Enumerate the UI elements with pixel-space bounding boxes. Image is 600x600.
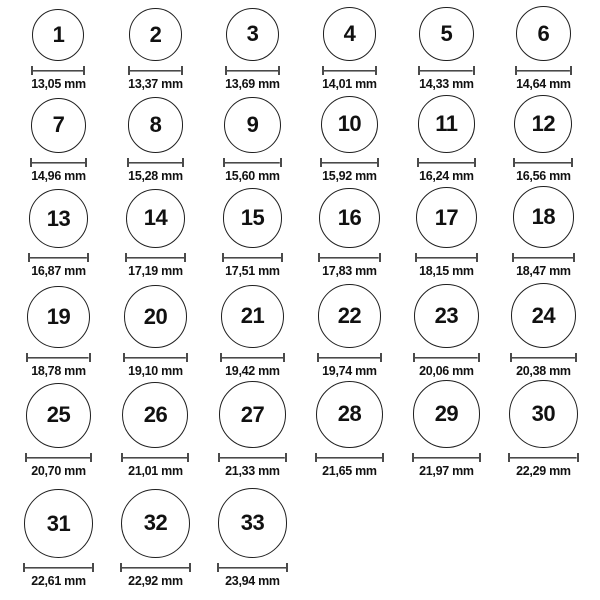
ring-size-item [10, 284, 107, 384]
ring-size-item [107, 284, 204, 384]
diameter-measure-line [417, 158, 477, 167]
diameter-label: 14,64 mm [516, 77, 571, 91]
ring-size-number: 27 [240, 401, 265, 427]
ring-size-item [10, 189, 107, 284]
ring-circle [418, 95, 476, 153]
ring-size-number: 7 [52, 112, 65, 138]
ring-circle [414, 284, 478, 348]
ring-size-number: 10 [337, 111, 362, 137]
ring-circle [26, 383, 91, 448]
diameter-label: 22,29 mm [516, 464, 571, 478]
ring-size-row [10, 484, 592, 594]
ring-size-item [204, 4, 301, 97]
ring-size-item [10, 384, 107, 484]
ring-size-number: 25 [46, 402, 71, 428]
diameter-measure-line [220, 353, 285, 362]
diameter-measure-line [125, 253, 186, 262]
ring-circle [318, 284, 382, 348]
diameter-measure-line [318, 253, 380, 262]
diameter-label: 19,42 mm [225, 364, 280, 378]
diameter-label: 13,37 mm [128, 77, 183, 91]
ring-size-number: 29 [434, 401, 459, 427]
ring-size-number: 1 [52, 22, 65, 47]
ring-circle [516, 6, 571, 61]
diameter-measure-line [218, 453, 287, 462]
diameter-label: 17,19 mm [128, 264, 183, 278]
diameter-label: 14,01 mm [322, 77, 377, 91]
ring-size-item [495, 284, 592, 384]
ring-size-number: 9 [246, 111, 259, 137]
diameter-label: 19,10 mm [128, 364, 183, 378]
ring-size-item [107, 484, 204, 594]
ring-size-number: 33 [240, 510, 265, 536]
ring-circle [316, 381, 383, 448]
ring-circle [27, 286, 89, 348]
ring-circle [416, 187, 477, 248]
diameter-label: 13,69 mm [225, 77, 280, 91]
diameter-label: 19,74 mm [322, 364, 377, 378]
diameter-measure-line [413, 353, 479, 362]
diameter-label: 14,33 mm [419, 77, 474, 91]
diameter-measure-line [225, 66, 280, 75]
ring-size-number: 16 [337, 204, 362, 230]
diameter-label: 14,96 mm [31, 169, 86, 183]
diameter-label: 13,05 mm [31, 77, 86, 91]
ring-circle [221, 285, 284, 348]
ring-size-number: 22 [337, 303, 362, 329]
ring-size-row [10, 189, 592, 284]
ring-size-item [204, 384, 301, 484]
ring-size-item [301, 384, 398, 484]
diameter-measure-line [512, 253, 576, 262]
diameter-label: 20,70 mm [31, 464, 86, 478]
diameter-measure-line [128, 66, 183, 75]
diameter-label: 23,94 mm [225, 574, 280, 588]
ring-size-item [10, 484, 107, 594]
ring-size-number: 31 [46, 510, 71, 536]
ring-size-item [398, 97, 495, 189]
ring-circle [321, 96, 378, 153]
diameter-label: 21,01 mm [128, 464, 183, 478]
diameter-label: 16,87 mm [31, 264, 86, 278]
ring-size-item [398, 189, 495, 284]
diameter-label: 17,51 mm [225, 264, 280, 278]
diameter-label: 15,92 mm [322, 169, 377, 183]
ring-size-item [107, 384, 204, 484]
ring-size-number: 12 [531, 110, 556, 136]
ring-circle [511, 283, 576, 348]
ring-circle [513, 186, 575, 248]
ring-size-row [10, 284, 592, 384]
ring-size-number: 24 [531, 302, 556, 328]
ring-circle [121, 489, 190, 558]
ring-circle [128, 97, 184, 153]
ring-size-item [204, 284, 301, 384]
ring-size-number: 14 [143, 205, 168, 231]
ring-size-number: 17 [434, 204, 459, 230]
ring-circle [124, 285, 187, 348]
diameter-measure-line [31, 66, 85, 75]
diameter-label: 18,47 mm [516, 264, 571, 278]
ring-size-number: 4 [343, 21, 356, 47]
diameter-label: 20,06 mm [419, 364, 474, 378]
ring-size-item [398, 284, 495, 384]
ring-size-number: 30 [531, 400, 556, 426]
diameter-measure-line [320, 158, 379, 167]
ring-circle [129, 8, 182, 61]
ring-size-item [301, 4, 398, 97]
ring-size-item [107, 4, 204, 97]
ring-size-number: 18 [531, 204, 556, 230]
ring-size-number: 21 [240, 303, 265, 329]
ring-size-item [204, 97, 301, 189]
diameter-measure-line [28, 253, 89, 262]
ring-circle [32, 9, 84, 61]
diameter-measure-line [418, 66, 474, 75]
ring-size-item [301, 284, 398, 384]
ring-size-item [495, 97, 592, 189]
ring-size-number: 2 [149, 21, 162, 47]
diameter-measure-line [513, 158, 573, 167]
ring-circle [509, 380, 577, 448]
ring-circle [126, 189, 185, 248]
diameter-label: 21,33 mm [225, 464, 280, 478]
ring-size-number: 5 [440, 20, 453, 46]
ring-size-item [495, 4, 592, 97]
ring-circle [218, 488, 288, 558]
ring-size-item [107, 97, 204, 189]
diameter-measure-line [26, 353, 90, 362]
diameter-label: 15,28 mm [128, 169, 183, 183]
ring-size-item [301, 189, 398, 284]
ring-circle [514, 95, 572, 153]
ring-size-item [495, 189, 592, 284]
diameter-measure-line [121, 453, 189, 462]
ring-size-number: 23 [434, 302, 459, 328]
diameter-measure-line [412, 453, 482, 462]
ring-size-number: 13 [46, 205, 71, 231]
ring-circle [29, 189, 88, 248]
ring-circle [31, 98, 86, 153]
diameter-measure-line [223, 158, 281, 167]
ring-size-number: 20 [143, 303, 168, 329]
ring-circle [24, 489, 93, 558]
ring-size-number: 26 [143, 402, 168, 427]
ring-size-number: 32 [143, 510, 168, 536]
diameter-measure-line [30, 158, 87, 167]
diameter-measure-line [120, 563, 191, 572]
ring-circle [224, 97, 280, 153]
ring-circle [226, 8, 279, 61]
ring-size-number: 15 [240, 205, 265, 231]
ring-size-item [398, 384, 495, 484]
diameter-measure-line [322, 66, 378, 75]
ring-size-number: 11 [435, 111, 458, 137]
ring-size-number: 6 [537, 20, 550, 46]
ring-size-number: 19 [46, 303, 71, 329]
diameter-label: 21,65 mm [322, 464, 377, 478]
ring-size-item [204, 484, 301, 594]
ring-size-item [204, 189, 301, 284]
ring-size-grid [10, 4, 592, 594]
diameter-measure-line [217, 563, 289, 572]
diameter-measure-line [510, 353, 577, 362]
diameter-measure-line [25, 453, 92, 462]
ring-circle [219, 381, 286, 448]
ring-size-item [398, 4, 495, 97]
ring-circle [122, 382, 188, 448]
ring-size-number: 3 [246, 21, 259, 47]
ring-size-item [10, 97, 107, 189]
diameter-label: 17,83 mm [322, 264, 377, 278]
diameter-measure-line [23, 563, 94, 572]
diameter-label: 16,24 mm [419, 169, 474, 183]
diameter-measure-line [222, 253, 284, 262]
diameter-label: 18,78 mm [31, 364, 86, 378]
diameter-measure-line [508, 453, 578, 462]
ring-circle [419, 7, 473, 61]
diameter-label: 22,92 mm [128, 574, 183, 588]
ring-circle [223, 188, 283, 248]
diameter-label: 16,56 mm [516, 169, 571, 183]
diameter-measure-line [315, 453, 384, 462]
ring-size-item [107, 189, 204, 284]
diameter-label: 20,38 mm [516, 364, 571, 378]
ring-size-row [10, 4, 592, 97]
ring-circle [413, 380, 481, 448]
diameter-measure-line [415, 253, 478, 262]
ring-circle [319, 188, 379, 248]
ring-size-number: 28 [337, 401, 362, 427]
diameter-label: 15,60 mm [225, 169, 280, 183]
diameter-measure-line [317, 353, 383, 362]
ring-circle [323, 7, 377, 61]
ring-size-item [10, 4, 107, 97]
ring-size-item [495, 384, 592, 484]
ring-size-row [10, 384, 592, 484]
ring-size-number: 8 [149, 112, 162, 138]
diameter-measure-line [127, 158, 185, 167]
ring-size-row [10, 97, 592, 189]
diameter-measure-line [123, 353, 188, 362]
diameter-label: 22,61 mm [31, 574, 86, 588]
ring-size-item [301, 97, 398, 189]
diameter-label: 21,97 mm [419, 464, 474, 478]
diameter-measure-line [515, 66, 572, 75]
diameter-label: 18,15 mm [419, 264, 474, 278]
